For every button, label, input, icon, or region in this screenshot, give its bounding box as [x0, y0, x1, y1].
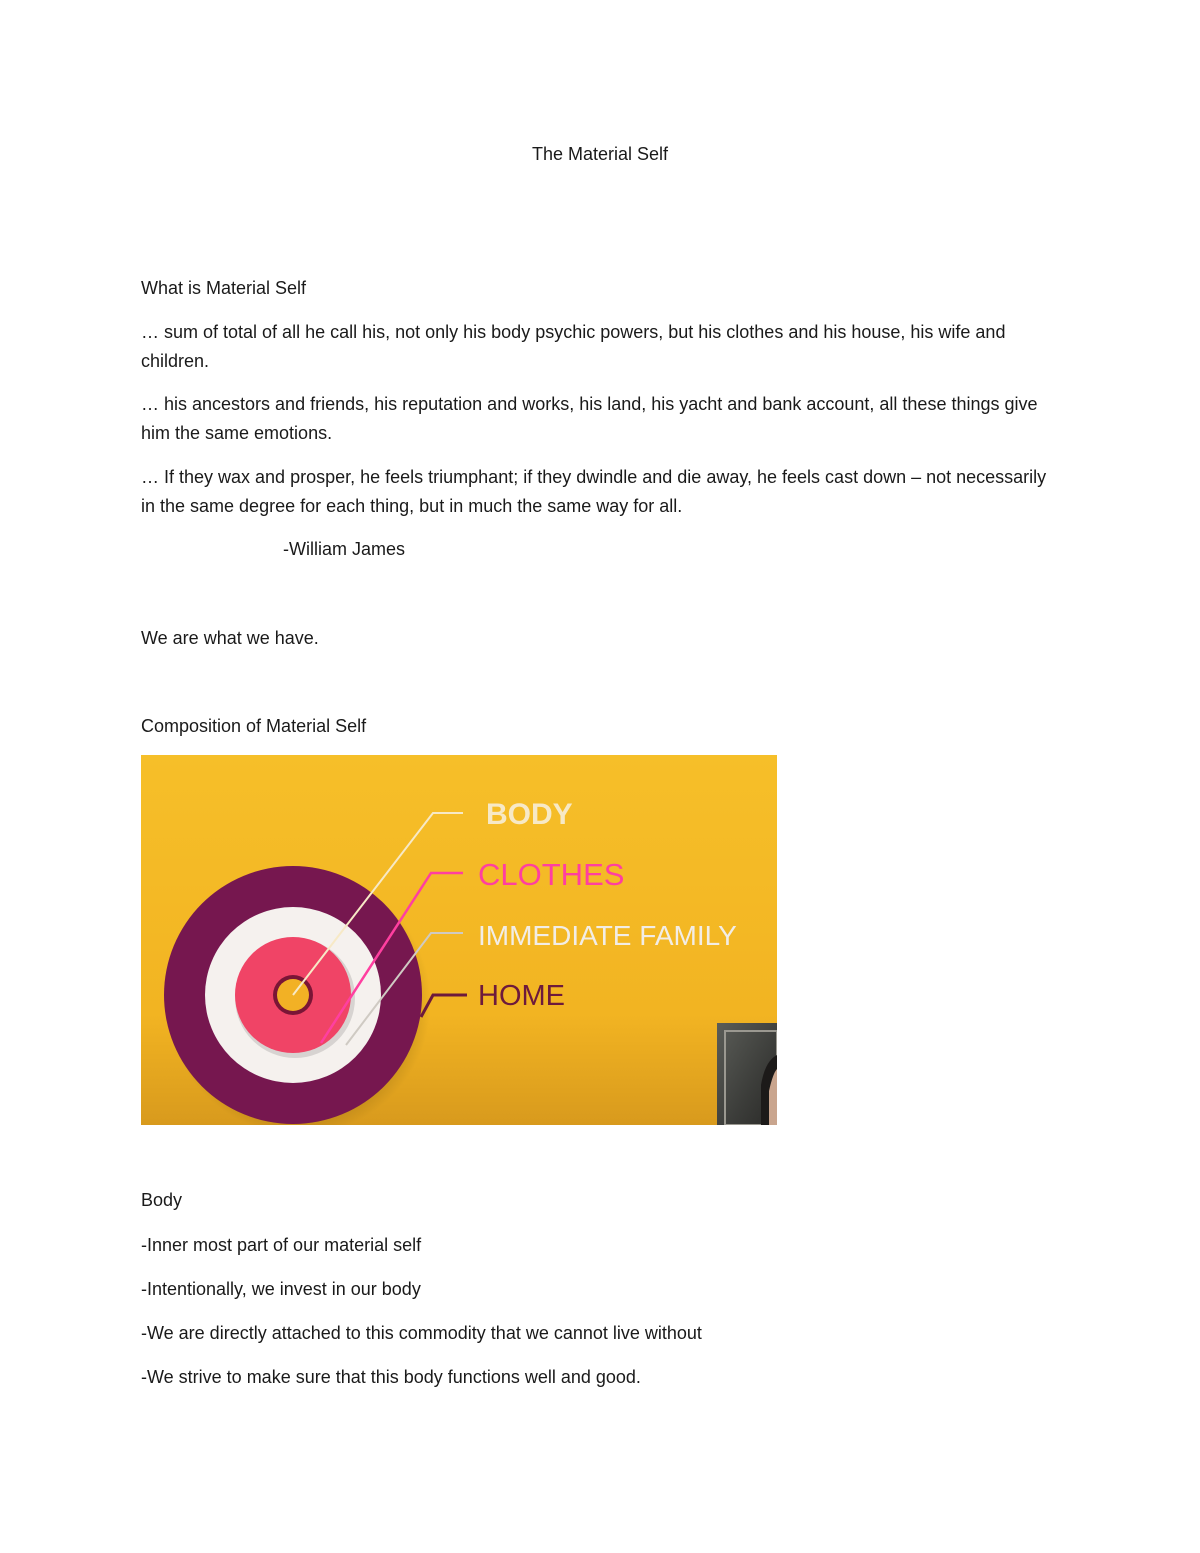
body-label: BODY — [486, 798, 573, 831]
concentric-circles-diagram — [141, 755, 777, 1125]
quote-attribution: -William James — [283, 539, 406, 559]
document-title: The Material Self — [531, 144, 669, 164]
home-label: HOME — [478, 980, 565, 1012]
list-item: -Inner most part of our material self — [141, 1235, 422, 1255]
quote-paragraph: … If they wax and prosper, he feels triumphant; if they dwindle and die away, he feels cast down – not necessarily in the same degree for each thing, but in much the same way for all. — [141, 467, 1047, 516]
list-item: -We are directly attached to this commodity that we cannot live without — [141, 1323, 702, 1343]
section-heading-what-is: What is Material Self — [141, 278, 307, 298]
clothes-label: CLOTHES — [478, 857, 625, 892]
list-item: -Intentionally, we invest in our body — [141, 1279, 421, 1299]
statement: We are what we have. — [141, 628, 319, 648]
composition-figure — [141, 755, 777, 1125]
family-label: IMMEDIATE FAMILY — [478, 920, 737, 951]
list-item: -We strive to make sure that this body functions well and good. — [141, 1367, 641, 1387]
quote-paragraph: … his ancestors and friends, his reputation and works, his land, his yacht and bank account, all these things give him the same emotions. — [141, 394, 1038, 443]
section-heading-composition: Composition of Material Self — [141, 716, 367, 736]
quote-paragraph: … sum of total of all he call his, not only his body psychic powers, but his clothes and his house, his wife and children. — [141, 322, 1006, 371]
speaker-thumbnail — [717, 1023, 777, 1125]
section-heading-body: Body — [141, 1190, 183, 1210]
